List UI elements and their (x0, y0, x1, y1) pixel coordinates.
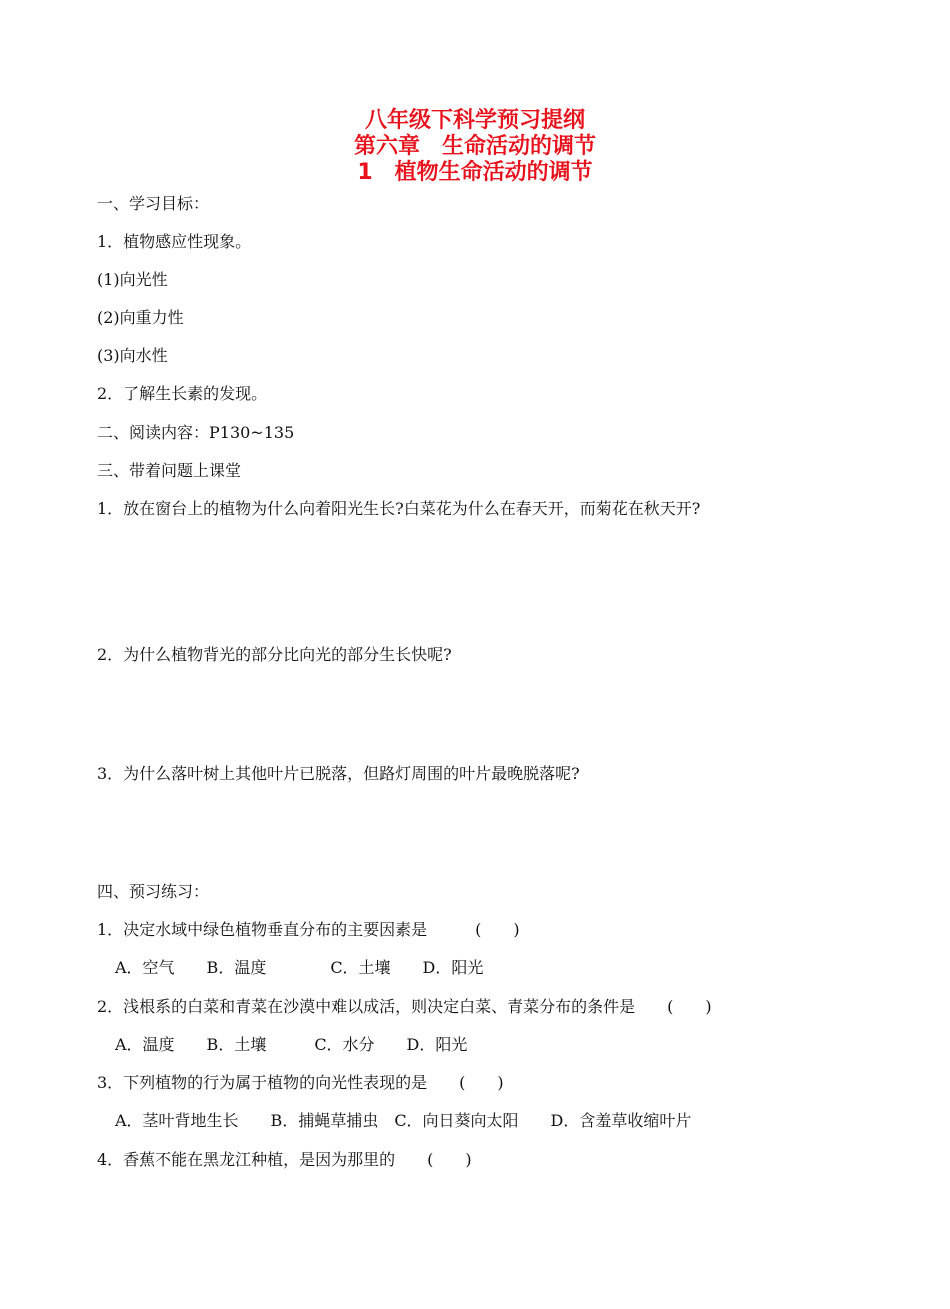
title-line-2: 第六章 生命活动的调节 (353, 134, 596, 159)
objective-subitem: (3)向水性 (97, 346, 168, 365)
exercise-options: A．茎叶背地生长 B．捕蝇草捕虫 C．向日葵向太阳 D．含羞草收缩叶片 (115, 1111, 692, 1130)
question-item: 2．为什么植物背光的部分比向光的部分生长快呢? (97, 645, 452, 664)
section-heading: 三、带着问题上课堂 (97, 461, 242, 480)
exercise-question: 2．浅根系的白菜和青菜在沙漠中难以成活，则决定白菜、青菜分布的条件是 ( ) (97, 997, 712, 1016)
objective-item: 1．植物感应性现象。 (97, 232, 252, 251)
question-item: 1．放在窗台上的植物为什么向着阳光生长?白菜花为什么在春天开，而菊花在秋天开? (97, 499, 701, 518)
exercise-options: A．温度 B．土壤 C．水分 D．阳光 (115, 1035, 468, 1054)
exercise-question: 3．下列植物的行为属于植物的向光性表现的是 ( ) (97, 1073, 504, 1092)
title-line-1: 八年级下科学预习提纲 (364, 108, 585, 133)
section-heading: 二、阅读内容：P130~135 (97, 423, 295, 442)
section-heading: 一、学习目标： (97, 194, 210, 213)
exercise-options: A．空气 B．温度 C．土壤 D．阳光 (115, 958, 484, 977)
question-item: 3．为什么落叶树上其他叶片已脱落，但路灯周围的叶片最晚脱落呢? (97, 764, 580, 783)
objective-item: 2．了解生长素的发现。 (97, 384, 268, 403)
exercise-question: 4．香蕉不能在黑龙江种植，是因为那里的 ( ) (97, 1150, 472, 1169)
objective-subitem: (1)向光性 (97, 270, 168, 289)
objective-subitem: (2)向重力性 (97, 308, 184, 327)
section-heading: 四、预习练习： (97, 882, 210, 901)
exercise-question: 1．决定水域中绿色植物垂直分布的主要因素是 ( ) (97, 920, 520, 939)
title-line-3: 1 植物生命活动的调节 (357, 160, 593, 185)
